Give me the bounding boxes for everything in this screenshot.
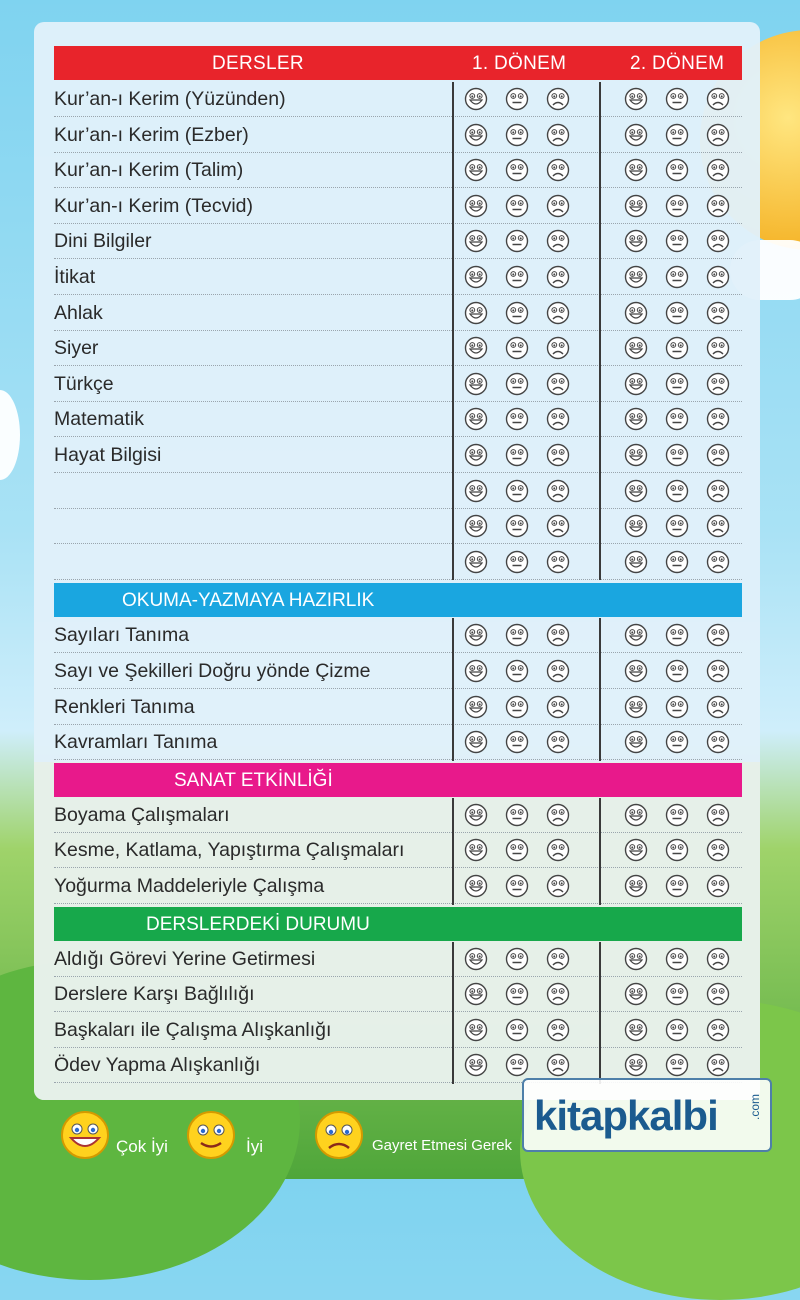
good-face-icon[interactable] — [665, 659, 689, 683]
needs-effort-face-icon[interactable] — [706, 229, 730, 253]
good-face-icon[interactable] — [665, 982, 689, 1006]
subject-label: Boyama Çalışmaları — [54, 803, 230, 826]
cloud-decoration — [0, 390, 20, 480]
section-header — [54, 907, 742, 941]
good-face-icon[interactable] — [665, 838, 689, 862]
needs-effort-face-icon[interactable] — [706, 659, 730, 683]
very-good-face-icon[interactable] — [464, 407, 488, 431]
needs-effort-face-icon[interactable] — [546, 550, 570, 574]
very-good-face-icon[interactable] — [464, 372, 488, 396]
very-good-face-icon[interactable] — [624, 229, 648, 253]
very-good-face-icon[interactable] — [464, 623, 488, 647]
very-good-face-icon[interactable] — [624, 194, 648, 218]
needs-effort-face-icon[interactable] — [706, 194, 730, 218]
column-divider — [599, 82, 601, 580]
good-face-icon[interactable] — [505, 874, 529, 898]
needs-effort-face-icon[interactable] — [706, 514, 730, 538]
column-divider — [452, 82, 454, 580]
very-good-face-icon[interactable] — [464, 947, 488, 971]
needs-effort-face-icon[interactable] — [546, 659, 570, 683]
report-card — [34, 22, 760, 1100]
subject-label: Ahlak — [54, 301, 103, 324]
very-good-face-icon[interactable] — [624, 301, 648, 325]
very-good-face-icon[interactable] — [624, 695, 648, 719]
very-good-face-icon[interactable] — [624, 947, 648, 971]
needs-effort-face-icon[interactable] — [546, 1018, 570, 1042]
very-good-face-icon[interactable] — [464, 265, 488, 289]
subject-label: Derslere Karşı Bağlılığı — [54, 983, 255, 1006]
good-face-icon[interactable] — [665, 372, 689, 396]
good-face-icon[interactable] — [505, 982, 529, 1006]
very-good-face-icon[interactable] — [464, 443, 488, 467]
good-face-icon[interactable] — [505, 695, 529, 719]
good-face-icon[interactable] — [505, 838, 529, 862]
needs-effort-face-icon[interactable] — [546, 443, 570, 467]
very-good-face-icon[interactable] — [464, 695, 488, 719]
needs-effort-face-icon[interactable] — [706, 158, 730, 182]
needs-effort-face-icon[interactable] — [546, 1053, 570, 1077]
very-good-face-icon[interactable] — [624, 1018, 648, 1042]
good-face-icon[interactable] — [505, 623, 529, 647]
needs-effort-face-icon[interactable] — [706, 982, 730, 1006]
very-good-face-icon[interactable] — [624, 550, 648, 574]
very-good-face-icon[interactable] — [464, 1018, 488, 1042]
very-good-face-icon[interactable] — [624, 838, 648, 862]
subject-label: Matematik — [54, 408, 144, 431]
good-face-icon[interactable] — [505, 803, 529, 827]
legend-label: Çok İyi — [116, 1137, 168, 1156]
very-good-face-icon[interactable] — [624, 659, 648, 683]
good-face-icon[interactable] — [505, 265, 529, 289]
subject-label: İtikat — [54, 266, 96, 288]
needs-effort-face-icon[interactable] — [706, 730, 730, 754]
legend-label: İyi — [246, 1137, 263, 1156]
subject-label: Dini Bilgiler — [54, 230, 152, 253]
subject-label: Kesme, Katlama, Yapıştırma Çalışmaları — [54, 839, 405, 862]
subject-label: Ödev Yapma Alışkanlığı — [54, 1054, 261, 1077]
good-face-icon[interactable] — [505, 1018, 529, 1042]
subject-label: Kur’an-ı Kerim (Ezber) — [54, 123, 249, 146]
very-good-face-icon[interactable] — [624, 623, 648, 647]
subject-label: Kur’an-ı Kerim (Yüzünden) — [54, 88, 286, 110]
section-title: DERSLERDEKİ DURUMU — [146, 913, 370, 935]
needs-effort-face-icon[interactable] — [546, 336, 570, 360]
needs-effort-face-icon[interactable] — [546, 158, 570, 182]
column-divider — [452, 942, 454, 1084]
site-logo — [522, 1078, 772, 1152]
good-face-icon[interactable] — [665, 407, 689, 431]
needs-effort-face-icon[interactable] — [706, 265, 730, 289]
subject-label: Renkleri Tanıma — [54, 695, 195, 718]
needs-effort-face-icon[interactable] — [546, 407, 570, 431]
good-face-icon[interactable] — [665, 874, 689, 898]
row-divider — [54, 903, 742, 904]
very-good-face-icon[interactable] — [624, 1053, 648, 1077]
needs-effort-face-icon[interactable] — [546, 838, 570, 862]
good-face-icon[interactable] — [665, 479, 689, 503]
column-divider — [599, 618, 601, 760]
subjects-header: DERSLER — [212, 53, 304, 74]
very-good-face-icon[interactable] — [624, 874, 648, 898]
section-title: OKUMA-YAZMAYA HAZIRLIK — [122, 590, 375, 612]
good-face-icon[interactable] — [505, 407, 529, 431]
good-face-icon[interactable] — [505, 87, 529, 111]
subject-label: Kur’an-ı Kerim (Talim) — [54, 159, 244, 182]
good-face-icon[interactable] — [505, 336, 529, 360]
very-good-face-icon[interactable] — [464, 87, 488, 111]
needs-effort-face-icon[interactable] — [546, 695, 570, 719]
good-face-icon[interactable] — [505, 550, 529, 574]
subject-label: Sayıları Tanıma — [54, 624, 190, 647]
very-good-face-icon[interactable] — [624, 407, 648, 431]
very-good-face-icon[interactable] — [624, 372, 648, 396]
needs-effort-face-icon[interactable] — [706, 623, 730, 647]
needs-effort-face-icon[interactable] — [706, 123, 730, 147]
good-face-icon[interactable] — [665, 336, 689, 360]
subject-label: Kur’an-ı Kerim (Tecvid) — [54, 194, 254, 217]
very-good-face-icon[interactable] — [464, 838, 488, 862]
subject-label: Hayat Bilgisi — [54, 444, 162, 466]
very-good-face-icon[interactable] — [464, 550, 488, 574]
very-good-face-icon[interactable] — [624, 443, 648, 467]
good-face-icon[interactable] — [665, 87, 689, 111]
good-face-icon[interactable] — [505, 659, 529, 683]
good-face-icon[interactable] — [665, 623, 689, 647]
column-divider — [599, 942, 601, 1084]
needs-effort-face-icon[interactable] — [706, 838, 730, 862]
very-good-face-icon[interactable] — [464, 874, 488, 898]
very-good-face-icon[interactable] — [624, 158, 648, 182]
subject-label: Aldığı Görevi Yerine Getirmesi — [54, 947, 316, 970]
very-good-face-icon[interactable] — [624, 265, 648, 289]
column-divider — [452, 798, 454, 905]
subject-label: Siyer — [54, 337, 99, 360]
good-face-icon[interactable] — [665, 1053, 689, 1077]
good-face-icon[interactable] — [505, 372, 529, 396]
good-face-icon[interactable] — [505, 158, 529, 182]
subject-label: Kavramları Tanıma — [54, 731, 218, 754]
needs-effort-face-icon[interactable] — [706, 407, 730, 431]
needs-effort-face-icon[interactable] — [706, 947, 730, 971]
needs-effort-face-icon[interactable] — [546, 623, 570, 647]
very-good-face-icon[interactable] — [464, 514, 488, 538]
very-good-face-icon[interactable] — [624, 336, 648, 360]
good-face-icon[interactable] — [665, 158, 689, 182]
very-good-face-icon[interactable] — [464, 479, 488, 503]
section-header — [54, 583, 742, 617]
needs-effort-face-icon[interactable] — [546, 87, 570, 111]
very-good-face-icon[interactable] — [624, 730, 648, 754]
needs-effort-face-icon[interactable] — [706, 372, 730, 396]
good-face-icon[interactable] — [665, 123, 689, 147]
good-face-icon — [186, 1110, 236, 1160]
term2-header: 2. DÖNEM — [630, 53, 725, 74]
needs-effort-face-icon[interactable] — [546, 947, 570, 971]
needs-effort-face-icon[interactable] — [546, 372, 570, 396]
good-face-icon[interactable] — [505, 123, 529, 147]
needs-effort-face-icon[interactable] — [706, 301, 730, 325]
subject-label: Türkçe — [54, 372, 114, 395]
very-good-face-icon[interactable] — [464, 158, 488, 182]
good-face-icon[interactable] — [665, 301, 689, 325]
needs-effort-face-icon[interactable] — [546, 982, 570, 1006]
very-good-face-icon[interactable] — [464, 301, 488, 325]
good-face-icon[interactable] — [665, 730, 689, 754]
needs-effort-face-icon[interactable] — [546, 479, 570, 503]
very-good-face-icon[interactable] — [464, 730, 488, 754]
needs-effort-face-icon[interactable] — [706, 479, 730, 503]
subject-label: Sayı ve Şekilleri Doğru yönde Çizme — [54, 660, 371, 682]
needs-effort-face-icon[interactable] — [706, 1053, 730, 1077]
needs-effort-face-icon[interactable] — [706, 336, 730, 360]
row-divider — [54, 759, 742, 760]
good-face-icon[interactable] — [665, 194, 689, 218]
needs-effort-face-icon[interactable] — [546, 730, 570, 754]
good-face-icon[interactable] — [665, 514, 689, 538]
good-face-icon[interactable] — [665, 1018, 689, 1042]
very-good-face-icon[interactable] — [464, 1053, 488, 1077]
needs-effort-face-icon[interactable] — [546, 229, 570, 253]
good-face-icon[interactable] — [505, 479, 529, 503]
good-face-icon[interactable] — [665, 695, 689, 719]
good-face-icon[interactable] — [505, 301, 529, 325]
very-good-face-icon[interactable] — [624, 87, 648, 111]
good-face-icon[interactable] — [665, 947, 689, 971]
section-title: SANAT ETKİNLİĞİ — [174, 769, 333, 791]
needs-effort-face-icon[interactable] — [706, 87, 730, 111]
needs-effort-face-icon[interactable] — [706, 803, 730, 827]
subject-label: Yoğurma Maddeleriyle Çalışma — [54, 875, 325, 897]
good-face-icon[interactable] — [665, 265, 689, 289]
subject-label: Başkaları ile Çalışma Alışkanlığı — [54, 1018, 332, 1041]
very-good-face-icon[interactable] — [464, 659, 488, 683]
good-face-icon[interactable] — [505, 194, 529, 218]
very-good-face-icon[interactable] — [464, 803, 488, 827]
very-good-face-icon[interactable] — [624, 514, 648, 538]
column-divider — [599, 798, 601, 905]
very-good-face-icon[interactable] — [624, 123, 648, 147]
good-face-icon[interactable] — [505, 514, 529, 538]
very-good-face-icon[interactable] — [624, 479, 648, 503]
needs-effort-face-icon[interactable] — [546, 301, 570, 325]
very-good-face-icon[interactable] — [464, 194, 488, 218]
logo-suffix: .com — [748, 1094, 762, 1121]
needs-effort-face-icon[interactable] — [546, 803, 570, 827]
very-good-face-icon[interactable] — [624, 803, 648, 827]
needs-effort-face-icon[interactable] — [706, 1018, 730, 1042]
column-divider — [452, 618, 454, 760]
good-face-icon[interactable] — [665, 229, 689, 253]
row-divider — [54, 579, 742, 580]
needs-effort-face-icon[interactable] — [706, 550, 730, 574]
very-good-face-icon[interactable] — [464, 336, 488, 360]
very-good-face-icon[interactable] — [624, 982, 648, 1006]
good-face-icon[interactable] — [665, 443, 689, 467]
very-good-face-icon[interactable] — [464, 982, 488, 1006]
good-face-icon[interactable] — [665, 550, 689, 574]
needs-effort-face-icon[interactable] — [546, 874, 570, 898]
legend-label: Gayret Etmesi Gerek — [372, 1137, 513, 1154]
good-face-icon[interactable] — [665, 803, 689, 827]
good-face-icon[interactable] — [505, 1053, 529, 1077]
logo-text: kitapkalbi — [534, 1092, 718, 1139]
needs-effort-face-icon — [314, 1110, 364, 1160]
good-face-icon[interactable] — [505, 443, 529, 467]
needs-effort-face-icon[interactable] — [546, 123, 570, 147]
very-good-face-icon[interactable] — [464, 123, 488, 147]
needs-effort-face-icon[interactable] — [706, 695, 730, 719]
section-header — [54, 763, 742, 797]
term1-header: 1. DÖNEM — [472, 53, 567, 74]
very-good-face-icon — [60, 1110, 110, 1160]
needs-effort-face-icon[interactable] — [546, 194, 570, 218]
good-face-icon[interactable] — [505, 730, 529, 754]
needs-effort-face-icon[interactable] — [546, 265, 570, 289]
very-good-face-icon[interactable] — [464, 229, 488, 253]
needs-effort-face-icon[interactable] — [706, 443, 730, 467]
needs-effort-face-icon[interactable] — [706, 874, 730, 898]
needs-effort-face-icon[interactable] — [546, 514, 570, 538]
good-face-icon[interactable] — [505, 229, 529, 253]
good-face-icon[interactable] — [505, 947, 529, 971]
